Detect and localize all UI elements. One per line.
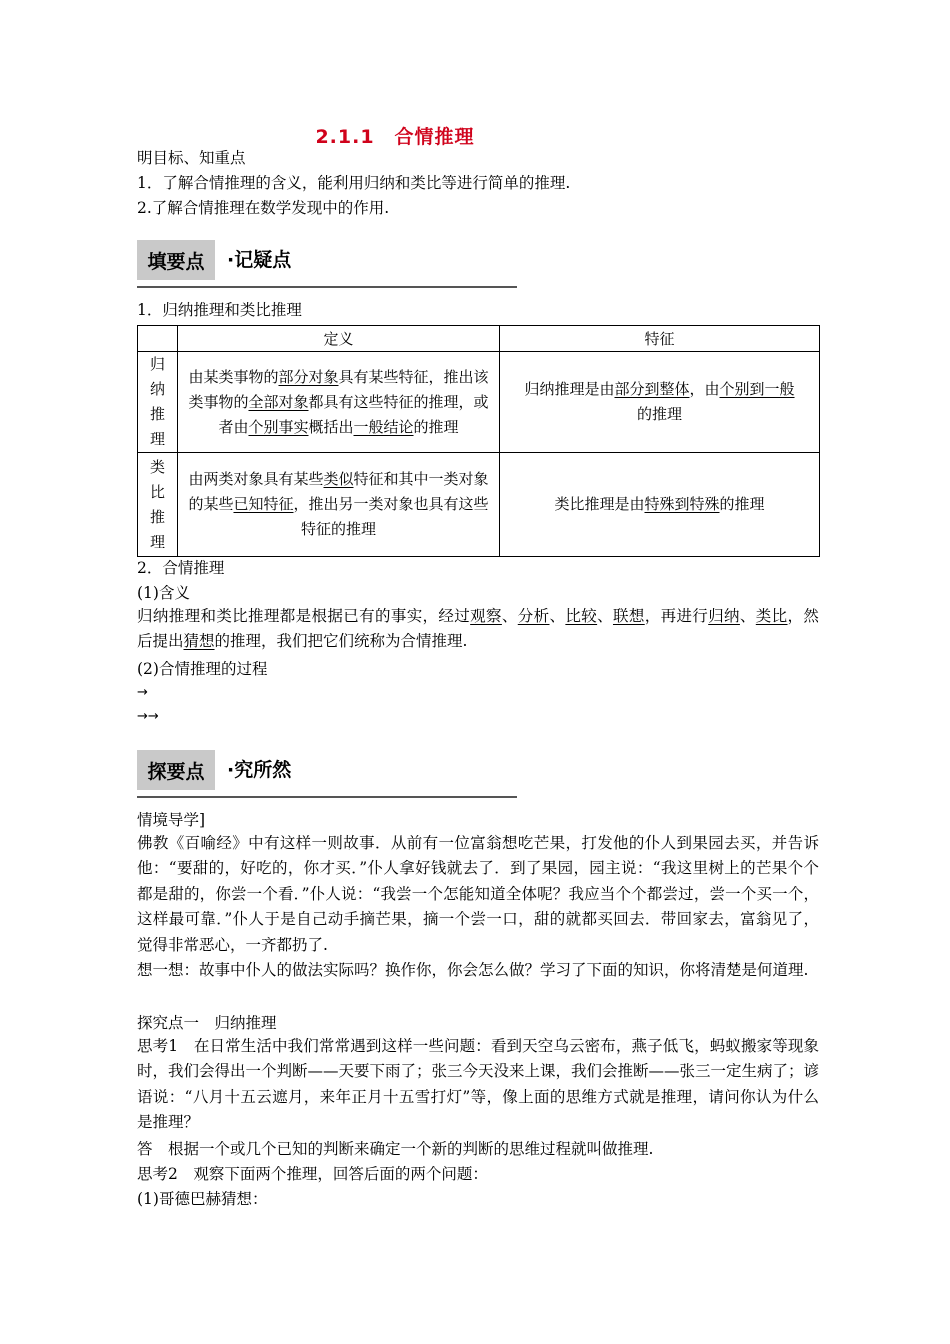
key-term: 特殊到特殊 [644,495,720,513]
key-term: 分析 [517,607,550,625]
key-term: 类比 [755,607,788,625]
section-banner [137,240,517,292]
key-term: 部分对象 [278,367,339,386]
question-paragraph: 思考2 观察下面两个推理，回答后面的两个问题： [137,1165,488,1183]
think-paragraph: 想一想：故事中仆人的做法实际吗？换作你，你会怎么做？学习了下面的知识，你将清楚是何道理. [137,961,809,979]
answer-paragraph: 答 根据一个或几个已知的判断来确定一个新的判断的思维过程就叫做推理. [137,1140,654,1158]
key-term: 归纳 [708,607,740,625]
page-title: 2.1.1 合情推理 [315,126,475,148]
objective-item: 1．了解合情推理的含义，能利用归纳和类比等进行简单的推理. [137,174,571,192]
key-term: 类似 [323,470,354,488]
row-label: 归纳推理 [138,352,178,453]
key-term: 一般结论 [353,417,414,436]
banner-subtitle: ·记疑点 [227,249,292,271]
story-paragraph: 佛教《百喻经》中有这样一则故事．从前有一位富翁想吃芒果，打发他的仆人到果园去买，并告诉他：“要甜的，好吃的，你才买．”仆人拿好钱就去了．到了果园，园主说：“我这里树上的芒果个个都是甜的，你尝一个看．”仆人说：“我尝一个怎能知道全体呢？我应当个个都尝过，尝一个买一个，这样最可靠．”仆人于是自己动手摘芒果，摘一个尝一口，甜的就都买回去．带回家去，富翁见了，觉得非常恶心，一齐都扔了. [137,834,819,954]
explore-heading: 探究点一 归纳推理 [137,1014,277,1032]
subheading: (2)合情推理的过程 [137,660,268,678]
paragraph: 归纳推理和类比推理都是根据已有的事实，经过观察、分析、比较、联想，再进行归纳、类比，然后提出猜想的推理，我们把它们统称为合情推理. [137,607,819,651]
key-term: 猜想 [183,632,215,651]
table-header-row [138,326,820,352]
objectives-heading: 明目标、知重点 [137,149,246,167]
arrow-icon: → [137,685,148,700]
column-header-feature: 特征 [500,326,820,352]
subheading: (1)含义 [137,584,190,602]
banner-rule [137,286,517,288]
table-row [138,453,820,557]
key-term: 个别到一般 [719,380,795,398]
key-term: 观察 [470,607,502,625]
objective-item: 2.了解合情推理在数学发现中的作用. [137,199,390,217]
definition-cell: 由两类对象具有某些类似特征和其中一类对象的某些已知特征，推出另一类对象也具有这些特征的推理 [178,453,500,557]
definition-cell: 由某类事物的部分对象具有某些特征，推出该类事物的全部对象都具有这些特征的推理，或者由个别事实概括出一般结论的推理 [178,352,500,453]
question-paragraph: 思考1 在日常生活中我们常常遇到这样一些问题：看到天空乌云密布，燕子低飞，蚂蚁搬家等现象时，我们会得出一个判断——天要下雨了；张三今天没来上课，我们会推断——张三一定生病了；谚语说：“八月十五云遮月，来年正月十五雪打灯”等，像上面的思维方式就是推理，请问你认为什么是推理？ [137,1037,820,1132]
section-banner [137,750,517,802]
arrow-icon: →→ [137,709,159,724]
section-heading: 2．合情推理 [137,559,225,577]
key-term: 全部对象 [248,392,309,411]
section-heading: 1．归纳推理和类比推理 [137,301,302,319]
list-item: (1)哥德巴赫猜想： [137,1190,268,1208]
feature-cell: 归纳推理是由部分到整体，由个别到一般 的推理 [500,352,820,453]
row-label: 类比推理 [138,453,178,557]
lead-label: 情境导学] [137,811,206,829]
comparison-table [137,325,820,557]
key-term: 已知特征 [233,495,294,513]
key-term: 个别事实 [248,417,309,436]
banner-rule [137,796,517,798]
column-header-definition: 定义 [178,326,500,352]
table-corner [138,326,178,352]
banner-subtitle: ·究所然 [227,759,292,781]
key-term: 比较 [565,607,598,625]
banner-label: 填要点 [137,240,215,280]
table-row [138,352,820,453]
key-term: 联想 [612,607,645,625]
banner-label: 探要点 [137,750,215,790]
key-term: 部分到整体 [614,380,690,398]
feature-cell: 类比推理是由特殊到特殊的推理 [500,453,820,557]
